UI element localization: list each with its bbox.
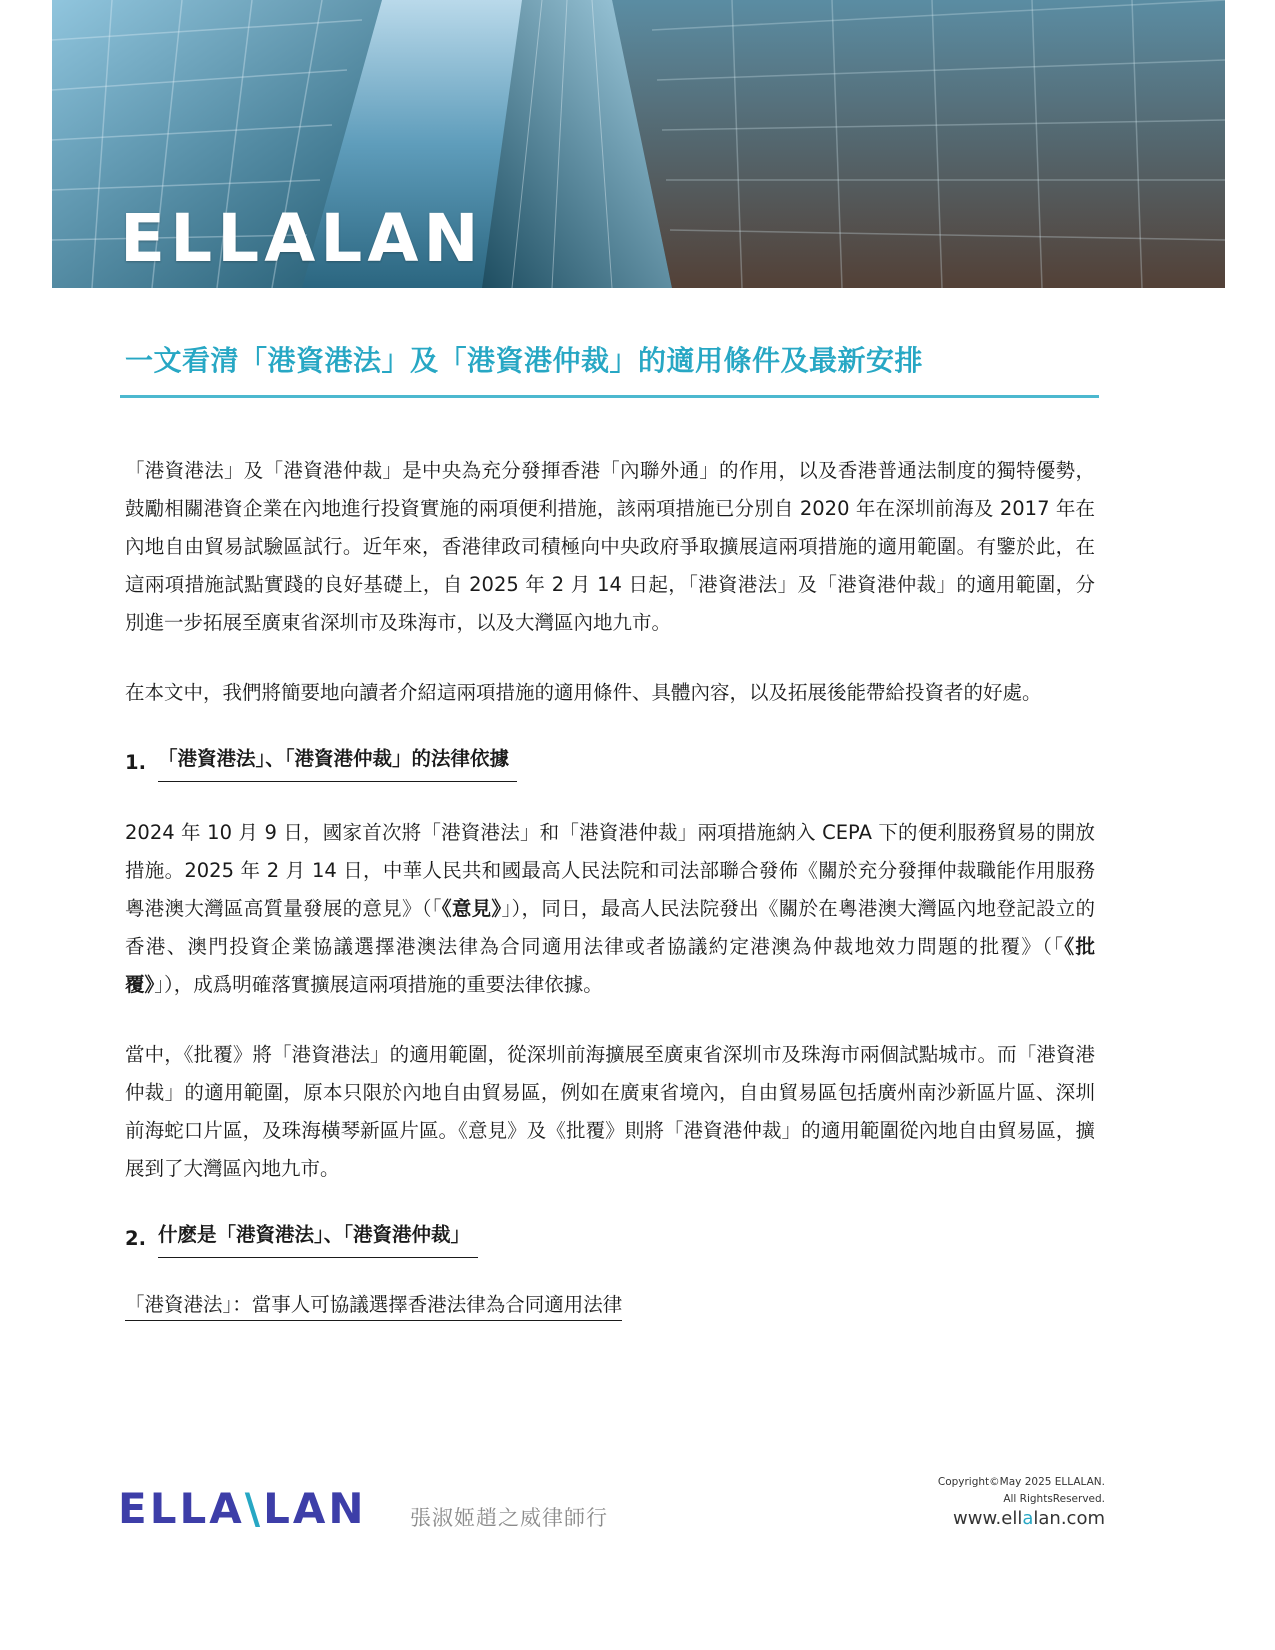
section-1-title: 「港資港法」、「港資港仲裁」的法律依據 bbox=[158, 744, 517, 782]
copyright-notice bbox=[938, 1474, 1105, 1508]
reply-abbr: 《批覆》 bbox=[125, 935, 1095, 996]
site-text-accent: a bbox=[1022, 1508, 1034, 1529]
logo-text: LAN bbox=[263, 1484, 367, 1533]
site-text: www.ell bbox=[953, 1508, 1023, 1529]
section-2-subheading: 「港資港法」：當事人可協議選擇香港法律為合同適用法律 bbox=[125, 1290, 622, 1321]
section-2-heading bbox=[125, 1220, 1095, 1258]
logo-text: ELLA bbox=[118, 1484, 245, 1533]
section-1-number: 1. bbox=[125, 751, 146, 774]
copyright-line: Copyright©May 2025 ELLALAN. bbox=[937, 1476, 1105, 1488]
para-text: 2024 年 10 月 9 日，國家首次將「港資港法」和「港資港仲裁」兩項措施納入 CEPA 下的便利服務貿易的開放措施。2025 年 2 月 14 日，中華人民共和國最高人民法院和司法部聯合發佈《關於充分發揮仲裁職能作用服務粵港澳大灣區高質量發展的意見》（「 bbox=[125, 821, 1095, 920]
article-body bbox=[125, 452, 1095, 1321]
article-title: 一文看清「港資港法」及「港資港仲裁」的適用條件及最新安排 bbox=[125, 344, 924, 377]
hero-logo: ELLALAN bbox=[120, 200, 484, 277]
opinion-abbr: 《意見》 bbox=[441, 897, 502, 920]
firm-chinese-name: 張淑姬趙之威律師行 bbox=[410, 1506, 608, 1530]
logo-slash: \ bbox=[244, 1484, 264, 1533]
copyright-line: All RightsReserved. bbox=[1003, 1493, 1105, 1505]
section-1-heading bbox=[125, 744, 1095, 782]
intro-paragraph-1: 「港資港法」及「港資港仲裁」是中央為充分發揮香港「內聯外通」的作用，以及香港普通法制度的獨特優勢，鼓勵相關港資企業在內地進行投資實施的兩項便利措施，該兩項措施已分別自 2020 年在深圳前海及 2017 年在內地自由貿易試驗區試行。近年來，香港律政司積極向中央政府爭取擴展這兩項措施的適用範圍。有鑒於此，在這兩項措施試點實踐的良好基礎上，自 2025 年 2 月 14 日起，「港資港法」及「港資港仲裁」的適用範圍，分別進一步拓展至廣東省深圳市及珠海市，以及大灣區內地九市。 bbox=[125, 459, 1095, 634]
site-text: lan.com bbox=[1033, 1508, 1105, 1529]
hero-banner bbox=[52, 0, 1225, 288]
para-text: 」），同日，最高人民法院發出《關於在粵港澳大灣區內地登記設立的香港、澳門投資企業協議選擇港澳法律為合同適用法律或者協議約定港澳為仲裁地效力問題的批覆》（「 bbox=[125, 897, 1095, 958]
section-2-title: 什麽是「港資港法」、「港資港仲裁」 bbox=[158, 1220, 478, 1258]
title-divider bbox=[120, 395, 1099, 398]
section-1-paragraph-1 bbox=[125, 814, 1095, 1004]
website-link[interactable] bbox=[953, 1508, 1105, 1529]
section-2-number: 2. bbox=[125, 1227, 146, 1250]
intro-paragraph-2: 在本文中，我們將簡要地向讀者介紹這兩項措施的適用條件、具體內容，以及拓展後能帶給投資者的好處。 bbox=[125, 681, 1042, 704]
section-1-paragraph-2: 當中，《批覆》將「港資港法」的適用範圍，從深圳前海擴展至廣東省深圳市及珠海市兩個試點城市。而「港資港仲裁」的適用範圍，原本只限於內地自由貿易區，例如在廣東省境內，自由貿易區包括廣州南沙新區片區、深圳前海蛇口片區，及珠海橫琴新區片區。《意見》及《批覆》則將「港資港仲裁」的適用範圍從內地自由貿易區，擴展到了大灣區內地九市。 bbox=[125, 1043, 1095, 1180]
footer-logo bbox=[118, 1484, 367, 1533]
para-text: 」），成爲明確落實擴展這兩項措施的重要法律依據。 bbox=[154, 973, 603, 996]
